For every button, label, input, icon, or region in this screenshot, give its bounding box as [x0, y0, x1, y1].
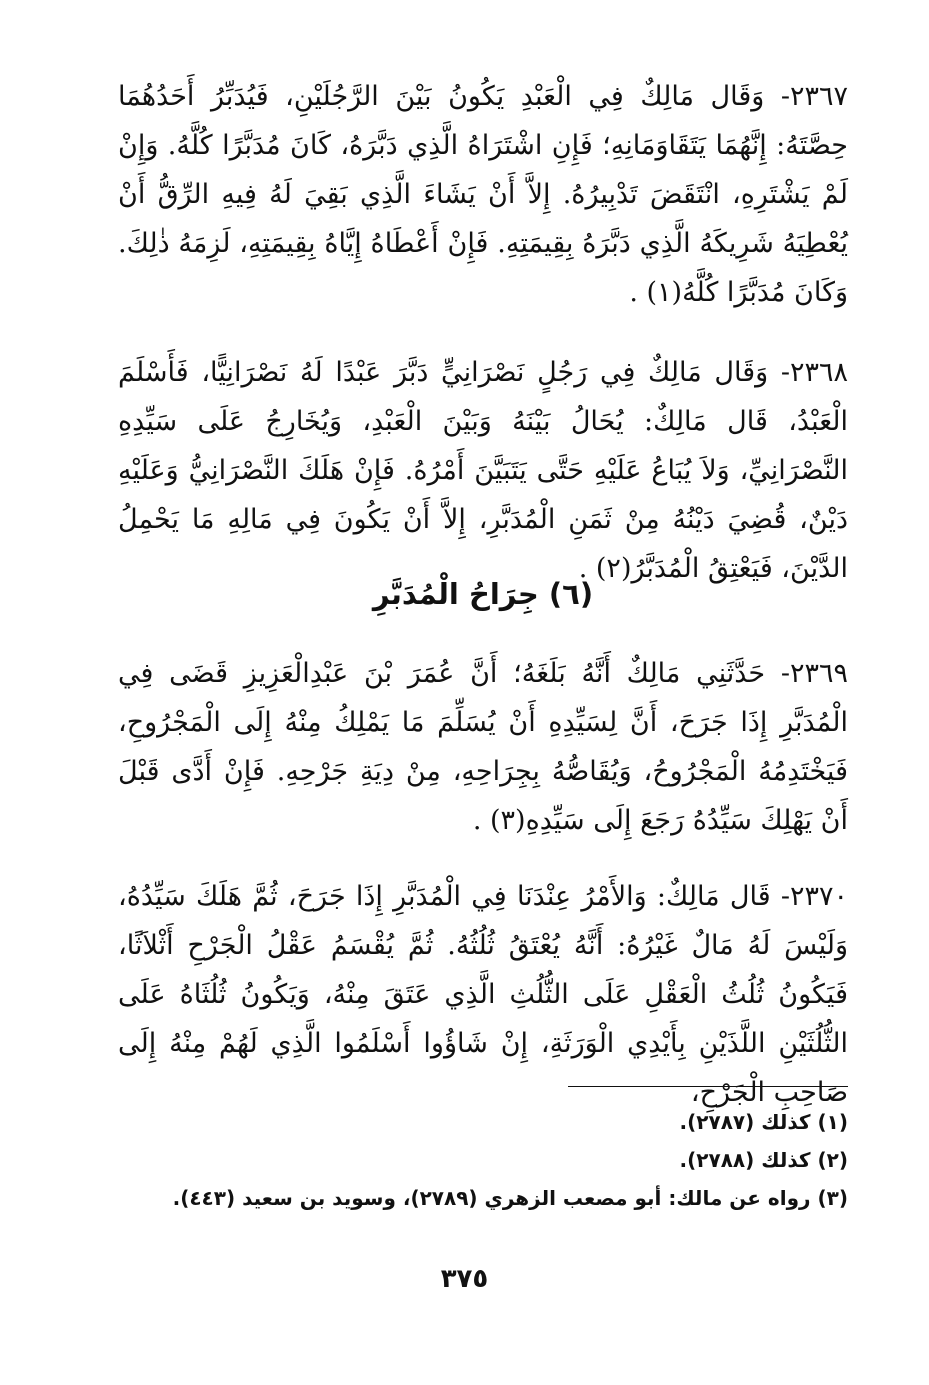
- footnote-1: (١) كذلك (٢٧٨٧).: [679, 1110, 848, 1134]
- footnote-3: (٣) رواه عن مالك: أبو مصعب الزهري (٢٧٨٩)، وسويد بن سعيد (٤٤٣).: [172, 1186, 848, 1210]
- footnote-divider: [568, 1086, 848, 1087]
- paragraph-2367: [118, 72, 848, 317]
- footnotes: [118, 1103, 848, 1217]
- section-heading: (٦) جِرَاحُ الْمُدَبَّرِ: [372, 577, 594, 611]
- paragraph-text: ٢٣٦٩- حَدَّثَنِي مَالِكٌ أَنَّهُ بَلَغَهُ؛ أَنَّ عُمَرَ بْنَ عَبْدِالْعَزِيزِ قَضَى فِي الْمُدَبَّرِ إِذَا جَرَحَ، أَنَّ لِسَيِّدِهِ أَنْ يُسَلِّمَ مَا يَمْلِكُ مِنْهُ إِلَى الْمَجْرُوحِ، فَيَخْتَدِمُهُ الْمَجْرُوحُ، وَيُقَاصُّهُ بِجِرَاحِهِ، مِنْ دِيَةِ جَرْحِهِ. فَإِنْ أَدَّى قَبْلَ أَنْ يَهْلِكَ سَيِّدُهُ رَجَعَ إِلَى سَيِّدِهِ(٣) .: [118, 658, 849, 836]
- footnote-2: (٢) كذلك (٢٧٨٨).: [679, 1148, 848, 1172]
- paragraph-text: ٢٣٧٠- قَال مَالِكٌ: وَالأَمْرُ عِنْدَنَا فِي الْمُدَبَّرِ إِذَا جَرَحَ، ثُمَّ هَلَكَ سَيِّدُهُ، وَلَيْسَ لَهُ مَالٌ غَيْرُهُ: أَنَّهُ يُعْتَقُ ثُلُثُهُ. ثُمَّ يُقْسَمُ عَقْلُ الْجَرْحِ أَثْلاَثًا، فَيَكُونُ ثُلُثُ الْعَقْلِ عَلَى الثُّلُثِ الَّذِي عَتَقَ مِنْهُ، وَيَكُونُ ثُلُثَاهُ عَلَى الثُّلُثَيْنِ اللَّذَيْنِ بِأَيْدِي الْوَرَثَةِ، إِنْ شَاؤُوا أَسْلَمُوا الَّذِي لَهُمْ مِنْهُ إِلَى صَاحِبِ الْجَرْحِ،: [118, 881, 848, 1108]
- paragraph-2368: [118, 348, 848, 593]
- paragraph-text: ٢٣٦٧- وَقَال مَالِكٌ فِي الْعَبْدِ يَكُونُ بَيْنَ الرَّجُلَيْنِ، فَيُدَبِّرُ أَحَدُهُمَا حِصَّتَهُ: إِنَّهُمَا يَتَقَاوَمَانِهِ؛ فَإِنِ اشْتَرَاهُ الَّذِي دَبَّرَهُ، كَانَ مُدَبَّرًا كُلَّهُ. وَإِنْ لَمْ يَشْتَرِهِ، انْتَقَضَ تَدْبِيرُهُ. إِلاَّ أَنْ يَشَاءَ الَّذِي بَقِيَ لَهُ فِيهِ الرِّقُّ أَنْ يُعْطِيَهُ شَرِيكَهُ الَّذِي دَبَّرَهُ بِقِيمَتِهِ. فَإِنْ أَعْطَاهُ إِيَّاهُ بِقِيمَتِهِ، لَزِمَهُ ذٰلِكَ. وَكَانَ مُدَبَّرًا كُلَّهُ(١) .: [118, 81, 848, 308]
- page-number: ٣٧٥: [440, 1264, 489, 1294]
- paragraph-2369: [118, 649, 848, 845]
- paragraph-text: ٢٣٦٨- وَقَال مَالِكٌ فِي رَجُلٍ نَصْرَانِيٍّ دَبَّرَ عَبْدًا لَهُ نَصْرَانِيًّا، فَأَسْلَمَ الْعَبْدُ، قَال مَالِكٌ: يُحَالُ بَيْنَهُ وَبَيْنَ الْعَبْدِ، وَيُخَارِجُ عَلَى سَيِّدِهِ النَّصْرَانِيِّ، وَلاَ يُبَاعُ عَلَيْهِ حَتَّى يَتَبَيَّنَ أَمْرُهُ. فَإِنْ هَلَكَ النَّصْرَانِيُّ وَعَلَيْهِ دَيْنٌ، قُضِيَ دَيْنُهُ مِنْ ثَمَنِ الْمُدَبَّرِ، إِلاَّ أَنْ يَكُونَ فِي مَالِهِ مَا يَحْمِلُ الدَّيْنَ، فَيَعْتِقُ الْمُدَبَّرُ(٢) .: [118, 357, 848, 584]
- paragraph-2370: [118, 872, 848, 1117]
